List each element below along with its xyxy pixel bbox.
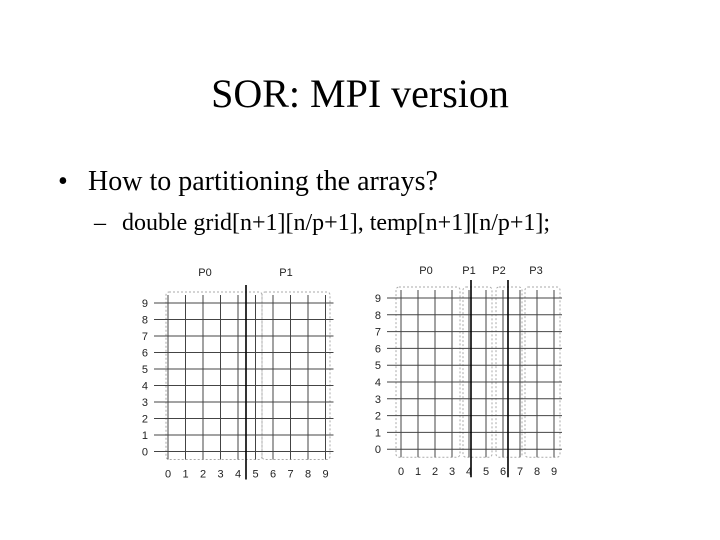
row-label: 3: [141, 397, 148, 409]
col-label: 1: [414, 466, 422, 479]
col-label: 6: [269, 468, 277, 481]
col-label: 3: [448, 466, 456, 479]
row-label: 5: [374, 360, 381, 373]
row-label: 1: [374, 427, 381, 440]
col-label: 0: [397, 466, 405, 479]
col-label: 4: [234, 468, 242, 481]
partition-diagram-2-procs: [142, 267, 334, 481]
col-label: 8: [304, 468, 312, 481]
partition-box-p1: [262, 292, 330, 460]
col-label: 5: [252, 468, 259, 481]
bullet-text: How to partitioning the arrays?: [88, 166, 438, 197]
dash-icon: –: [94, 210, 106, 236]
col-label: 9: [550, 466, 558, 479]
partition-box-p3: [525, 287, 560, 457]
slide-title: SOR: MPI version: [211, 71, 509, 116]
row-label: 6: [374, 343, 381, 356]
processor-label-p1: P1: [279, 267, 293, 279]
processor-label-p0: P0: [419, 265, 433, 277]
partition-box-p1: [463, 287, 492, 457]
processor-label-p2: P2: [492, 265, 506, 277]
bullet-dot-icon: •: [58, 166, 68, 197]
row-label: 0: [141, 446, 148, 459]
sub-bullet-text: double grid[n+1][n/p+1], temp[n+1][n/p+1];: [122, 210, 551, 236]
row-label: 9: [141, 298, 148, 310]
col-label: 1: [182, 468, 189, 481]
row-label: 6: [141, 347, 148, 360]
col-label: 5: [482, 466, 490, 479]
row-label: 3: [374, 393, 381, 406]
partition-diagram-4-procs: [375, 265, 562, 478]
partition-box-p2: [496, 287, 522, 457]
row-label: 4: [374, 377, 381, 389]
row-label: 1: [141, 430, 148, 442]
row-label: 8: [141, 314, 148, 327]
col-label: 2: [431, 466, 439, 479]
processor-label-p0: P0: [198, 267, 212, 279]
col-label: 4: [465, 466, 473, 479]
row-label: 8: [374, 309, 381, 322]
row-label: 4: [141, 380, 148, 393]
partition-box-p0: [166, 292, 262, 460]
processor-label-p3: P3: [529, 265, 543, 277]
row-label: 7: [374, 326, 381, 339]
row-label: 7: [141, 331, 148, 343]
col-label: 6: [499, 466, 507, 479]
row-label: 2: [374, 410, 381, 423]
col-label: 7: [516, 466, 524, 479]
processor-label-p1: P1: [462, 265, 476, 277]
col-label: 9: [322, 468, 329, 481]
col-label: 2: [199, 468, 207, 481]
row-label: 5: [141, 364, 148, 376]
row-label: 0: [374, 444, 381, 457]
row-label: 2: [141, 413, 148, 426]
col-label: 8: [533, 466, 541, 479]
col-label: 7: [287, 468, 294, 481]
partition-box-p0: [396, 287, 460, 457]
col-label: 0: [164, 468, 172, 481]
col-label: 3: [217, 468, 224, 481]
row-label: 9: [374, 293, 381, 305]
